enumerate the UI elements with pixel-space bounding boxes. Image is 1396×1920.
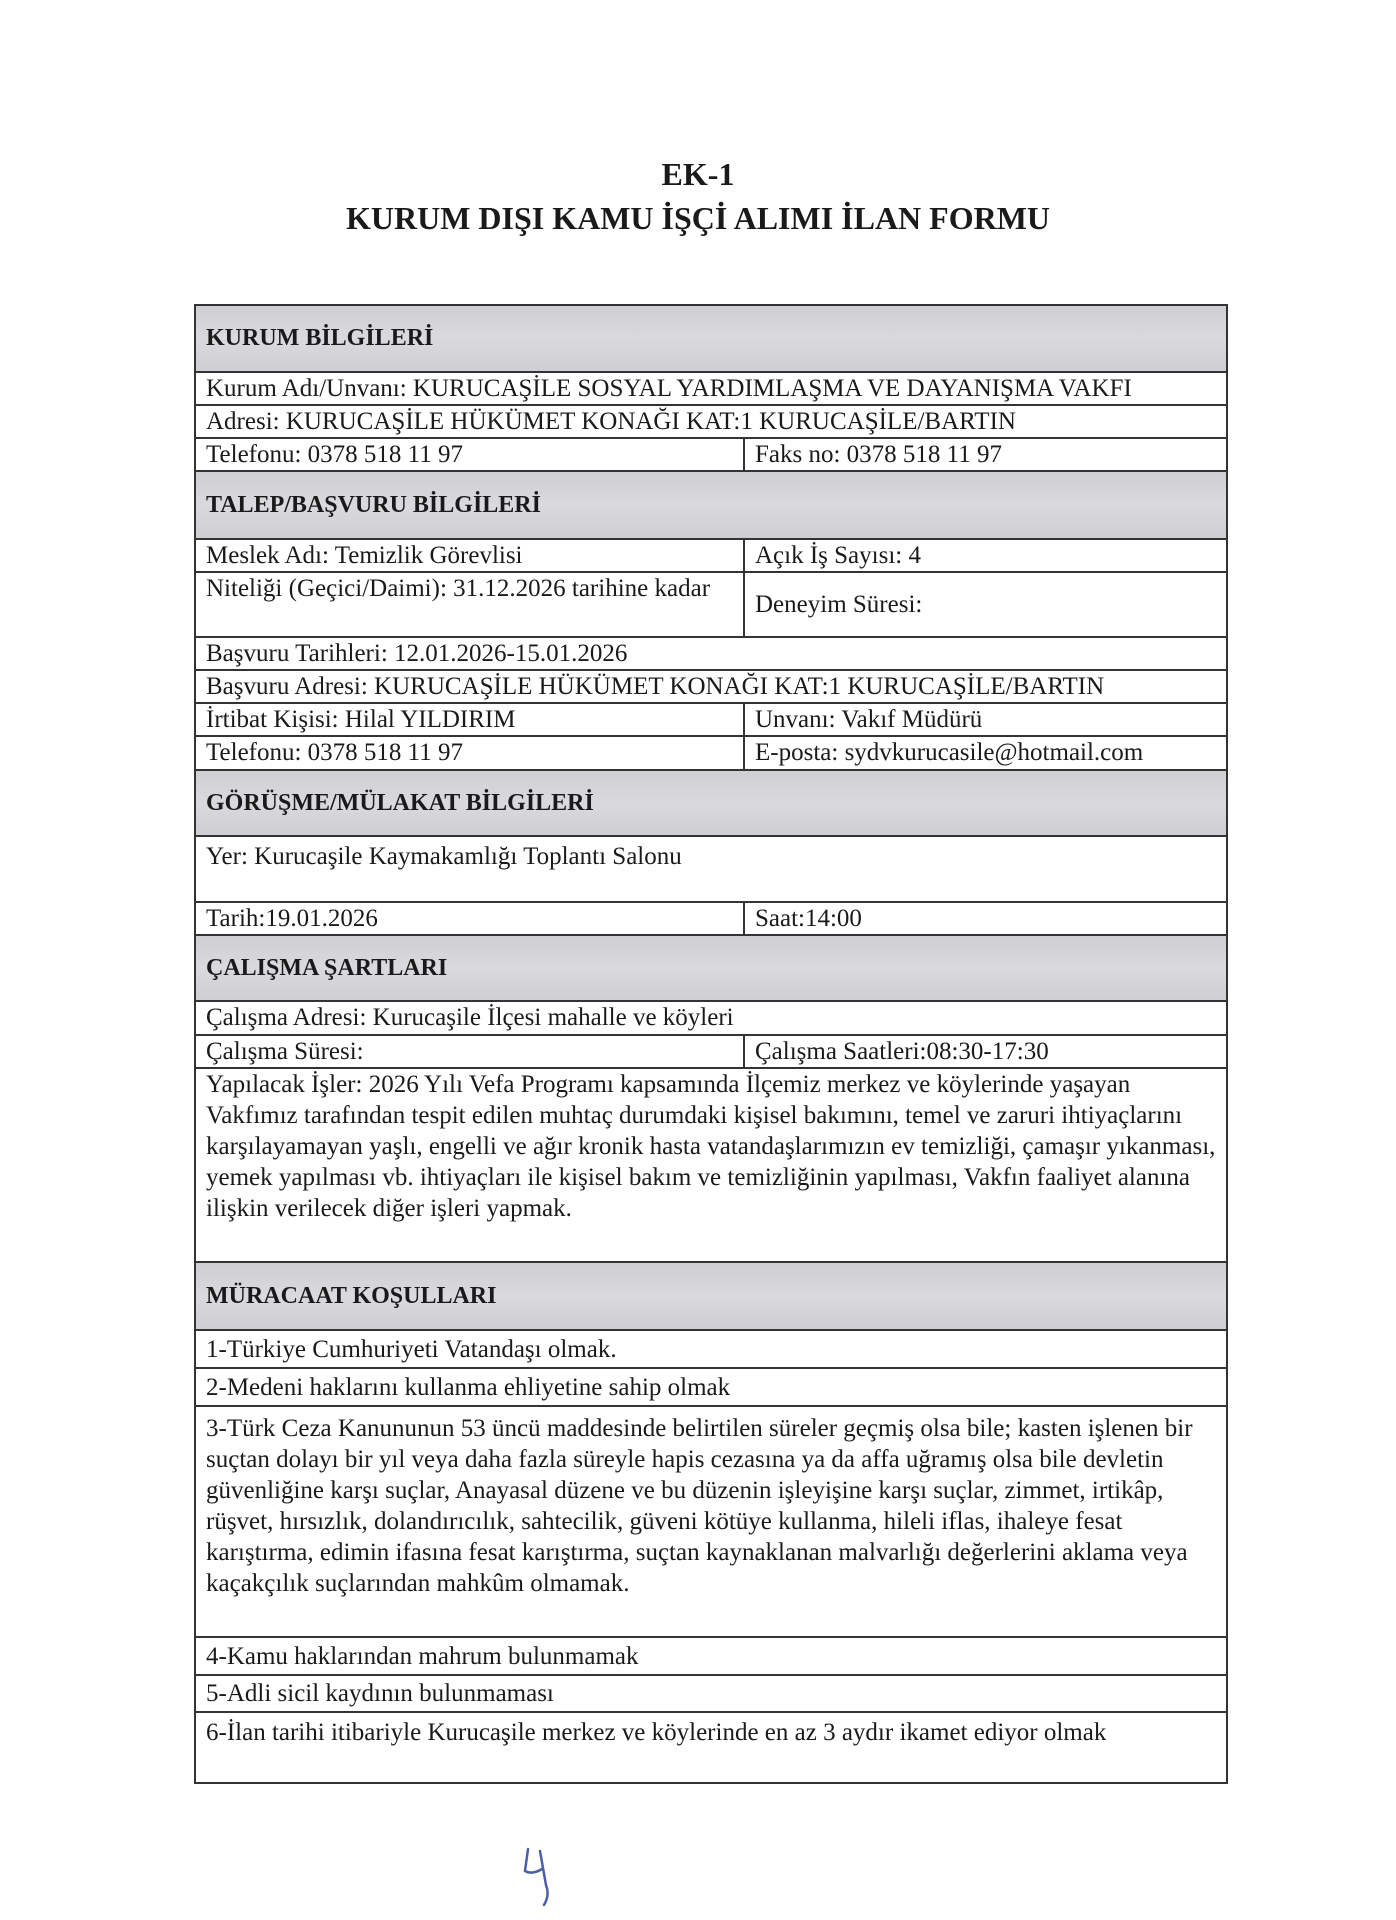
gorusme-yer: Yer: Kurucaşile Kaymakamlığı Toplantı Salonu <box>206 843 682 870</box>
deneyim-suresi: Deneyim Süresi: <box>755 591 923 618</box>
section-header-kurum <box>196 306 1226 373</box>
irtibat-kisisi: İrtibat Kişisi: Hilal YILDIRIM <box>196 704 745 735</box>
form-title: KURUM DIŞI KAMU İŞÇİ ALIMI İLAN FORMU <box>345 200 1051 236</box>
kosul-item: 2-Medeni haklarını kullanma ehliyetine sahip olmak <box>206 1373 731 1401</box>
kurum-telefon: Telefonu: 0378 518 11 97 <box>196 439 745 470</box>
eposta: E-posta: sydvkurucasile@hotmail.com <box>755 739 1144 766</box>
section-header-talep <box>196 472 1226 540</box>
section-title: TALEP/BAŞVURU BİLGİLERİ <box>206 491 541 518</box>
form-table <box>194 304 1228 1784</box>
calisma-saatleri: Çalışma Saatleri:08:30-17:30 <box>755 1038 1049 1065</box>
niteligi: Niteliği (Geçici/Daimi): 31.12.2026 tarihine kadar <box>196 573 745 636</box>
acik-is-sayisi: Açık İş Sayısı: 4 <box>755 542 921 569</box>
section-title: ÇALIŞMA ŞARTLARI <box>206 954 448 981</box>
kosul-item: 6-İlan tarihi itibariyle Kurucaşile merkez ve köylerinde en az 3 aydır ikamet ediyor olmak <box>206 1719 1107 1746</box>
calisma-adresi: Çalışma Adresi: Kurucaşile İlçesi mahalle ve köyleri <box>206 1004 734 1031</box>
section-title: KURUM BİLGİLERİ <box>206 325 434 351</box>
basvuru-adresi: Başvuru Adresi: KURUCAŞİLE HÜKÜMET KONAĞI KAT:1 KURUCAŞİLE/BARTIN <box>206 673 1105 700</box>
gorusme-tarih: Tarih:19.01.2026 <box>196 903 745 934</box>
gorusme-saat: Saat:14:00 <box>755 905 862 932</box>
kurum-adi: Kurum Adı/Unvanı: KURUCAŞİLE SOSYAL YARDIMLAŞMA VE DAYANIŞMA VAKFI <box>206 375 1132 402</box>
section-header-calisma <box>196 936 1226 1002</box>
section-title: GÖRÜŞME/MÜLAKAT BİLGİLERİ <box>206 789 594 816</box>
kurum-adres: Adresi: KURUCAŞİLE HÜKÜMET KONAĞI KAT:1 KURUCAŞİLE/BARTIN <box>206 408 1016 435</box>
basvuru-tarihleri: Başvuru Tarihleri: 12.01.2026-15.01.2026 <box>206 640 628 667</box>
section-header-gorusme <box>196 771 1226 837</box>
handwritten-page-mark <box>520 1845 560 1909</box>
yapilacak-isler: Yapılacak İşler: 2026 Yılı Vefa Programı kapsamında İlçemiz merkez ve köylerinde yaşayan Vakfımız tarafından tespit edilen muhtaç durumdaki kişisel bakımını, temel ve zaruri ihtiyaçlarını karşılayamayan yaşlı, engelli ve ağır kronik hasta vatandaşlarımızın ev temizliği, çamaşır yıkanması, yemek yapılması vb. ihtiyaçları ile kişisel bakım ve temizliğinin yapılması, Vakfın faaliyet alanına ilişkin verilecek diğer işleri yapmak. <box>206 1071 1216 1222</box>
kosul-item: 4-Kamu haklarından mahrum bulunmamak <box>206 1642 639 1670</box>
calisma-suresi: Çalışma Süresi: <box>196 1036 745 1067</box>
irtibat-unvan: Unvanı: Vakıf Müdürü <box>755 706 983 733</box>
kosul-item: 1-Türkiye Cumhuriyeti Vatandaşı olmak. <box>206 1335 617 1363</box>
meslek-adi: Meslek Adı: Temizlik Görevlisi <box>196 540 745 571</box>
section-header-muracaat <box>196 1263 1226 1331</box>
kurum-faks: Faks no: 0378 518 11 97 <box>755 441 1002 468</box>
kosul-item: 3-Türk Ceza Kanununun 53 üncü maddesinde belirtilen süreler geçmiş olsa bile; kasten işlenen bir suçtan dolayı bir yıl veya daha fazla süreyle hapis cezasına ya da affa uğramış olsa bile devletin güvenliğine karşı suçlar, Anayasal düzene ve bu düzenin işleyişine karşı suçlar, zimmet, irtikâp, rüşvet, hırsızlık, dolandırıcılık, sahtecilik, güveni kötüye kullanma, hileli iflas, ihaleye fesat karıştırma, edimin ifasına fesat karıştırma, suçtan kaynaklanan malvarlığı değerlerini aklama veya kaçakçılık suçlarından mahkûm olmamak. <box>206 1415 1193 1597</box>
kosul-item: 5-Adli sicil kaydının bulunmaması <box>206 1680 554 1707</box>
annex-label: EK-1 <box>661 156 735 192</box>
irtibat-telefon: Telefonu: 0378 518 11 97 <box>196 737 745 769</box>
section-title: MÜRACAAT KOŞULLARI <box>206 1282 497 1309</box>
